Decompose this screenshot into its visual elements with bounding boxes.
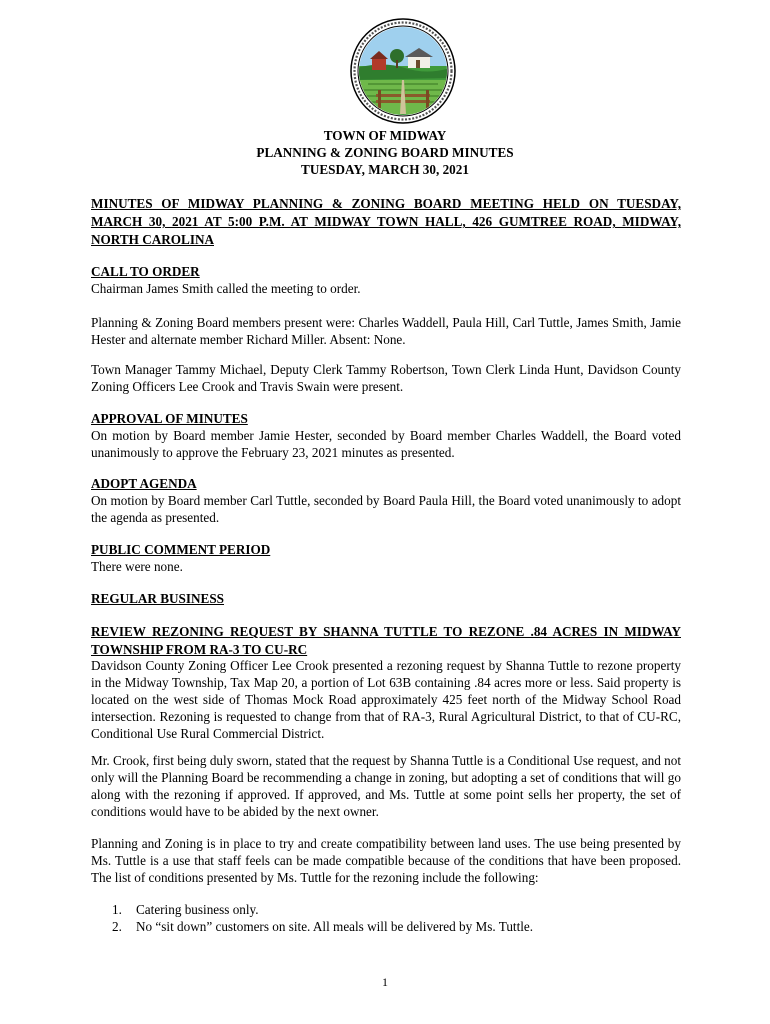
regular-business-heading: REGULAR BUSINESS [91, 591, 225, 606]
list-item-number: 2. [112, 919, 122, 934]
approval-heading: APPROVAL OF MINUTES [91, 411, 248, 426]
minutes-title: MINUTES OF MIDWAY PLANNING & ZONING BOARD MEETING HELD ON TUESDAY, MARCH 30, 2021 AT 5:00 P.M. AT MIDWAY TOWN HALL, 426 GUMTREE ROAD, MIDWAY, NORTH CAROLINA [91, 196, 681, 247]
rezoning-heading: REVIEW REZONING REQUEST BY SHANNA TUTTLE TO REZONE .84 ACRES IN MIDWAY TOWNSHIP FROM RA-3 TO CU-RC [91, 624, 681, 657]
rezoning-paragraph-1: Davidson County Zoning Officer Lee Crook presented a rezoning request by Shanna Tuttle to rezone property in the Midway Township, Tax Map 20, a portion of Lot 63B containing .84 acres more or less. Said property is located on the west side of Thomas Mock Road approximately 425 feet north of the Midway School Road intersection. Rezoning is requested to change from that of RA-3, Rural Agricultural District, to that of CU-RC, Conditional Use Rural Commercial District. [91, 658, 681, 741]
list-item-text: No “sit down” customers on site. All meals will be delivered by Ms. Tuttle. [136, 919, 534, 934]
rezoning-paragraph-2: Mr. Crook, first being duly sworn, stated that the request by Shanna Tuttle is a Conditional Use request, and not only will the Planning Board be recommending a change in zoning, but adopting a set of conditions that will go along with the rezoning if approved. If approved, and Ms. Tuttle at some point sells her property, the set of conditions would have to be abided by the next owner. [91, 753, 681, 819]
call-to-order-text: Chairman James Smith called the meeting to order. [91, 281, 361, 296]
public-comment-heading: PUBLIC COMMENT PERIOD [91, 542, 271, 557]
town-seal-logo [350, 18, 456, 124]
header-board-name: PLANNING & ZONING BOARD MINUTES [256, 145, 514, 160]
rezoning-paragraph-3: Planning and Zoning is in place to try and create compatibility between land uses. The use being presented by Ms. Tuttle is a use that staff feels can be made compatible because of the conditions that have been proposed. The list of conditions presented by Ms. Tuttle for the rezoning include the following: [91, 836, 681, 885]
conditions-list [112, 901, 672, 935]
header-meeting-date: TUESDAY, MARCH 30, 2021 [301, 162, 469, 177]
members-present-text: Planning & Zoning Board members present were: Charles Waddell, Paula Hill, Carl Tuttle, James Smith, Jamie Hester and alternate member Richard Miller. Absent: None. [91, 315, 681, 347]
list-item [112, 901, 672, 918]
public-comment-text: There were none. [91, 559, 183, 574]
list-item-text: Catering business only. [136, 902, 259, 917]
list-item-number: 1. [112, 902, 122, 917]
adopt-agenda-heading: ADOPT AGENDA [91, 476, 197, 491]
page-number: 1 [382, 975, 388, 989]
adopt-agenda-text: On motion by Board member Carl Tuttle, seconded by Board Paula Hill, the Board voted unanimously to adopt the agenda as presented. [91, 493, 681, 525]
approval-text: On motion by Board member Jamie Hester, seconded by Board member Charles Waddell, the Board voted unanimously to approve the February 23, 2021 minutes as presented. [91, 428, 681, 460]
list-item [112, 918, 672, 935]
call-to-order-heading: CALL TO ORDER [91, 264, 200, 279]
header-town-name: TOWN OF MIDWAY [323, 128, 447, 143]
staff-present-text: Town Manager Tammy Michael, Deputy Clerk Tammy Robertson, Town Clerk Linda Hunt, Davidson County Zoning Officers Lee Crook and Travis Swain were present. [91, 362, 681, 394]
